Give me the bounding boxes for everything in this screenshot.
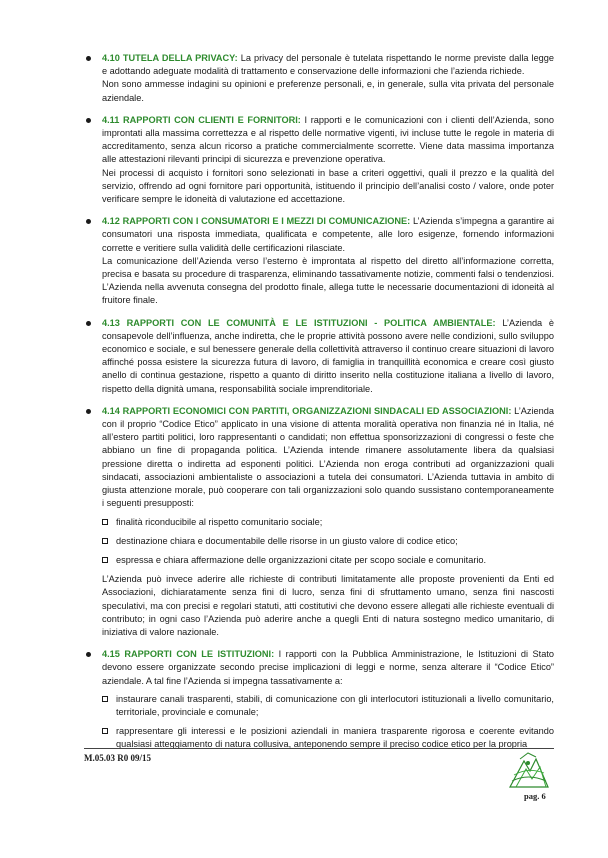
checkbox-icon bbox=[102, 519, 108, 525]
section-paragraph bbox=[102, 317, 554, 396]
list-item-text: espressa e chiara affermazione delle organizzazioni citate per scopo sociale e comunitario. bbox=[116, 554, 487, 565]
section-4-13 bbox=[84, 317, 554, 396]
section-heading: 4.11 RAPPORTI CON CLIENTI E FORNITORI: bbox=[102, 114, 301, 125]
list-item-text: rappresentare gli interessi e le posizioni aziendali in maniera trasparente rigorosa e coerente evitando qualsiasi atteggiamento di natura collusiva, anteponendo sempre il preciso codice etico per la propria bbox=[116, 726, 554, 750]
list-item bbox=[102, 554, 554, 567]
footer-divider bbox=[84, 748, 554, 749]
section-heading: 4.15 RAPPORTI CON LE ISTITUZIONI: bbox=[102, 649, 275, 660]
checkbox-icon bbox=[102, 538, 108, 544]
section-text: L’Azienda è consapevole dell’influenza, anche indiretta, che le proprie attività possono avere nelle condizioni, sullo sviluppo economico e sociale, e sul benessere generale della collettività attraverso il continuo creare situazioni di lavoro affinché possa esistere la sicurezza futura di lavoro, di famiglia in tranquillità economica e creare così giusto anello di continua gestazione, rispetto a quanto di diritto inserito nella costituzione italiana a livello di lavoro, rispetto della dignità umana, responsabilità sociale imprenditoriale. bbox=[102, 317, 554, 394]
checkbox-icon bbox=[102, 728, 108, 734]
bullet-icon bbox=[86, 652, 91, 657]
bullet-icon bbox=[86, 409, 91, 414]
document-code: M.05.03 R0 09/15 bbox=[84, 753, 151, 763]
section-text: La privacy del personale è tutelata rispettando le norme previste dalla legge e adottando adeguate modalità di trattamento e conservazione delle informazioni che l’azienda richiede. bbox=[102, 53, 555, 77]
section-paragraph bbox=[102, 648, 554, 688]
bullet-icon bbox=[86, 118, 91, 123]
section-heading: 4.13 RAPPORTI CON LE COMUNITÀ E LE ISTITUZIONI - POLITICA AMBIENTALE: bbox=[102, 317, 496, 328]
section-text: L’Azienda s’impegna a garantire ai consumatori una risposta immediata, qualificata e competente, alle loro esigenze, fornendo informazioni corrette e veritiere sulla validità delle certificazioni rilasciate. bbox=[102, 216, 554, 253]
list-item bbox=[102, 693, 554, 719]
bullet-icon bbox=[86, 219, 91, 224]
section-heading: 4.10 TUTELA DELLA PRIVACY: bbox=[102, 53, 238, 63]
section-4-15 bbox=[84, 648, 554, 751]
section-heading: 4.14 RAPPORTI ECONOMICI CON PARTITI, ORGANIZZAZIONI SINDACALI ED ASSOCIAZIONI: bbox=[102, 405, 512, 416]
section-paragraph bbox=[102, 52, 554, 78]
section-paragraph bbox=[102, 114, 554, 167]
list-item bbox=[102, 535, 554, 548]
list-item bbox=[102, 516, 554, 529]
list-item-text: finalità riconducibile al rispetto comunitario sociale; bbox=[116, 516, 323, 527]
list-item-text: instaurare canali trasparenti, stabili, di comunicazione con gli interlocutori istituzionali a livello comunitario, territoriale, provinciale e comunale; bbox=[116, 693, 554, 717]
section-4-10 bbox=[84, 52, 554, 105]
bullet-icon bbox=[86, 321, 91, 326]
section-4-14 bbox=[84, 405, 554, 639]
section-paragraph: Non sono ammesse indagini su opinioni e preferenze personali, e, in generale, sulla vita privata del personale aziendale. bbox=[102, 79, 554, 103]
checkbox-icon bbox=[102, 696, 108, 702]
section-paragraph: L’Azienda può invece aderire alle richieste di contributi limitatamente alle proposte provenienti da Enti ed Associazioni, dichiaratamente senza fini di lucro, senza fini di sfruttamento umano, senza fini nascosti speculativi, ma con precisi e regolari statuti, atti costitutivi che devono essere allegati alle richieste eventuali di contributo; in ogni caso l’Azienda può aderire anche a quegli Enti di natura sostegno medico umanitario, di iniziativa di valore nazionale. bbox=[102, 574, 554, 637]
section-text: I rapporti e le comunicazioni con i clienti dell’Azienda, sono improntati alla massima correttezza e al rispetto delle normative vigenti, ivi incluse tutte le regole in materia di accreditamento, senza alcun ricorso a pratiche commercialmente scorrette. Viene data massima importanza alle attestazioni rilevanti principi di sicurezza e prevenzione operativa. bbox=[102, 114, 554, 165]
section-heading: 4.12 RAPPORTI CON I CONSUMATORI E I MEZZI DI COMUNICAZIONE: bbox=[102, 216, 411, 227]
page-number: pag. 6 bbox=[524, 791, 546, 801]
section-paragraph: La comunicazione dell’Azienda verso l’esterno è improntata al rispetto del diretto all’informazione corretta, precisa e basata su procedure di trasparenza, eliminando tassativamente notizie, commenti falsi o tendenziosi. L’Azienda nella avvenuta consegna del prodotto finale, allega tutte le necessarie documentazioni di idoneità al fruitore finale. bbox=[102, 255, 554, 306]
company-logo-icon bbox=[506, 751, 552, 789]
section-4-11 bbox=[84, 114, 554, 206]
bullet-icon bbox=[86, 56, 91, 61]
section-text: L’Azienda con il proprio “Codice Etico” applicato in una visione di attenta moralità operativa non finanzia né in Italia, né all’estero partiti politici, loro rappresentanti o candidati; non effettua sponsorizzazioni di congressi o feste che abbiano un fine di propaganda politica. L’Azienda intende rimanere assolutamente libera da qualsiasi pressione diretta o indiretta ad esponenti politici. L’Azienda non eroga contributi ad organizzazioni quali sindacati, associazioni ambientaliste o associazioni a tutela dei consumatori. L’Azienda tuttavia in ambito di giusta attenzione morale, può cooperare con tali organizzazioni solo quando sussistano contemporaneamente i seguenti presupposti: bbox=[102, 405, 554, 509]
section-paragraph bbox=[102, 215, 554, 255]
section-text: I rapporti con la Pubblica Amministrazione, le Istituzioni di Stato devono essere organizzate secondo precise implicazioni di leggi e norme, senza alterare il “Codice Etico” aziendale. A tal fine l’Azienda si impegna tassativamente a: bbox=[102, 649, 554, 686]
section-paragraph bbox=[102, 405, 554, 511]
checkbox-icon bbox=[102, 557, 108, 563]
section-paragraph: Nei processi di acquisto i fornitori sono selezionati in base a criteri oggettivi, quali il prezzo e la qualità del servizio, offrendo ad ogni fornitore pari opportunità, istituendo il principio dell’analisi costo / valore, onde poter verificare sempre le idoneità di valutazione ed accettazione. bbox=[102, 167, 554, 205]
section-4-12 bbox=[84, 215, 554, 307]
list-item-text: destinazione chiara e documentabile delle risorse in un giusto valore di codice etico; bbox=[116, 535, 458, 546]
document-body bbox=[84, 52, 554, 761]
